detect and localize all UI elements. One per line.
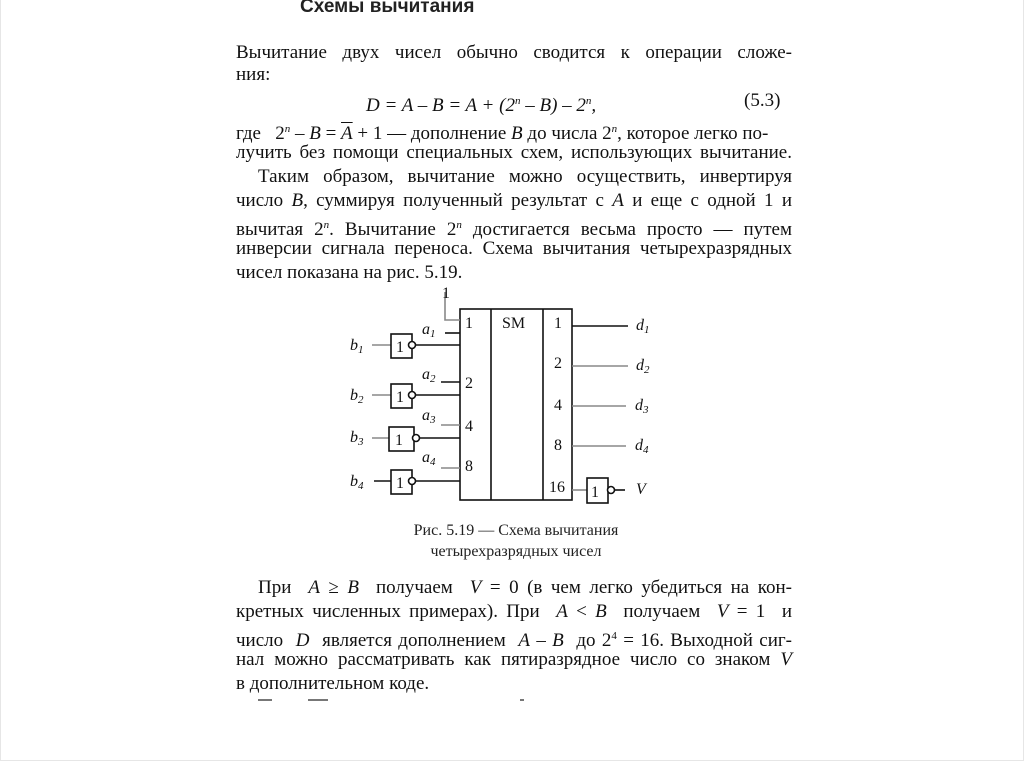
paragraph-line: кретных численных примерах). При A < B получаем V = 1 и <box>236 601 792 622</box>
figure-caption: четырехразрядных чисел <box>430 543 602 560</box>
paragraph-line: нал можно рассматривать как пятиразрядное число со знаком V <box>236 649 792 670</box>
svg-text:d1: d1 <box>636 317 650 336</box>
paragraph-line: чисел показана на рис. 5.19. <box>236 262 463 283</box>
svg-text:1: 1 <box>395 432 403 449</box>
svg-text:b2: b2 <box>350 387 364 406</box>
paragraph-line: При A ≥ B получаем V = 0 (в чем легко убедиться на кон- <box>258 577 792 598</box>
svg-text:1: 1 <box>554 315 562 332</box>
subtractor-circuit-diagram <box>330 280 670 510</box>
svg-text:8: 8 <box>465 458 473 475</box>
svg-text:b1: b1 <box>350 337 364 356</box>
svg-text:d3: d3 <box>635 397 649 416</box>
svg-text:2: 2 <box>554 355 562 372</box>
block-label: SM <box>502 315 526 332</box>
svg-text:1: 1 <box>591 484 599 501</box>
clipped-next-line <box>258 697 528 701</box>
paragraph-line: число D является дополнением A – B до $2^4 = 16$. Выходной сиг- <box>236 630 793 651</box>
paragraph-line: число B, суммируя полученный результат с A и еще с одной 1 и <box>236 190 792 211</box>
figure-caption: Рис. 5.19 — Схема вычитания <box>413 522 619 539</box>
paragraph-line: Таким образом, вычитание можно осуществить, инвертируя <box>258 166 792 187</box>
svg-text:1: 1 <box>465 315 473 332</box>
paragraph-line: лучить без помощи специальных схем, использующих вычитание. <box>236 142 792 163</box>
svg-text:a3: a3 <box>422 407 436 426</box>
svg-text:2: 2 <box>465 375 473 392</box>
svg-text:a4: a4 <box>422 449 436 468</box>
svg-text:V: V <box>636 481 646 498</box>
section-title: Схемы вычитания <box>300 0 475 17</box>
carry-in-label: 1 <box>442 285 450 302</box>
equation-number: (5.3) <box>744 90 781 111</box>
paragraph-line: ния: <box>236 64 271 85</box>
svg-text:1: 1 <box>396 475 404 492</box>
paragraph-line: в дополнительном коде. <box>236 673 430 694</box>
svg-text:8: 8 <box>554 437 562 454</box>
paragraph-line: вычитая 2$^n$. Вычитание 2$^n$ достигается весьма просто — путем <box>236 219 792 240</box>
paragraph-line: где $2^n - B = \overline{A} + 1$ — дополнение B до числа 2$^n$, которое легко по- <box>236 123 769 144</box>
svg-text:4: 4 <box>465 418 473 435</box>
svg-text:d4: d4 <box>635 437 649 456</box>
svg-text:1: 1 <box>396 339 404 356</box>
svg-text:a1: a1 <box>422 321 436 340</box>
svg-text:a2: a2 <box>422 366 436 385</box>
svg-text:1: 1 <box>396 389 404 406</box>
svg-text:b3: b3 <box>350 429 364 448</box>
equation: $D = A - B = A + (2^n - B) - 2^n$, <box>366 95 597 116</box>
svg-text:4: 4 <box>554 397 562 414</box>
svg-text:d2: d2 <box>636 357 650 376</box>
paragraph-line: инверсии сигнала переноса. Схема вычитания четырехразрядных <box>236 238 792 259</box>
svg-text:b4: b4 <box>350 473 364 492</box>
paragraph-line: Вычитание двух чисел обычно сводится к операции сложе- <box>236 42 792 63</box>
svg-text:16: 16 <box>549 479 565 496</box>
